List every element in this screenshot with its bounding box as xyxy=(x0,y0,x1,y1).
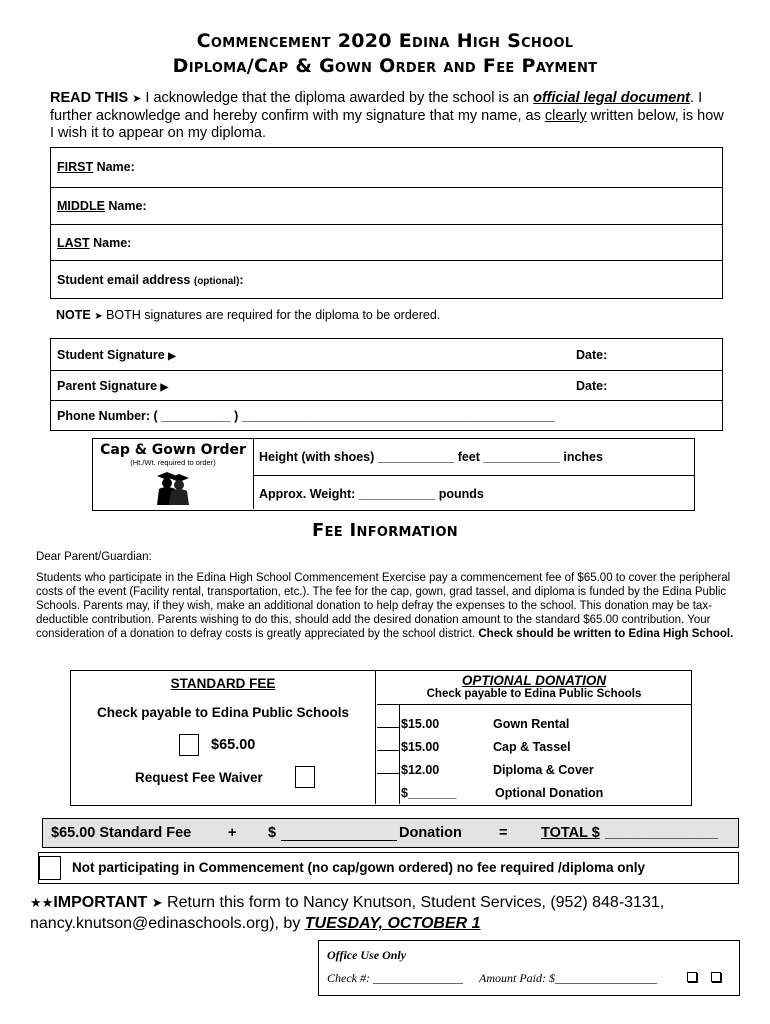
donation-amount-blank[interactable]: $_______ xyxy=(401,786,457,800)
star-icon: ★★ xyxy=(30,895,54,910)
student-signature-field[interactable] xyxy=(51,339,722,371)
parent-date-label: Date: xyxy=(576,379,608,393)
donation-divider xyxy=(377,727,399,728)
cap-gown-label-cell xyxy=(93,439,254,509)
email-field[interactable] xyxy=(51,261,722,299)
donation-label: Diploma & Cover xyxy=(493,763,594,777)
official-legal-document: official legal document xyxy=(533,90,691,106)
total-bar xyxy=(42,818,739,848)
donation-label: Donation xyxy=(399,825,462,841)
email-colon: : xyxy=(239,273,244,287)
donation-dollar: $ xyxy=(268,825,277,841)
donation-label: Optional Donation xyxy=(495,786,604,800)
donation-divider xyxy=(377,750,399,751)
arrow-right-icon: ➤ xyxy=(94,311,103,322)
donation-blank[interactable] xyxy=(281,840,397,841)
donation-label: Cap & Tassel xyxy=(493,740,571,754)
arrow-right-icon: ➤ xyxy=(151,895,163,910)
form-title-line2: Diploma/Cap & Gown Order and Fee Payment xyxy=(172,55,598,77)
intro-text: written below, is how I wish it to appear on my diploma. xyxy=(50,108,724,141)
fee-table xyxy=(70,670,692,806)
graduates-icon xyxy=(153,471,193,510)
plus-sign: + xyxy=(228,825,237,841)
middle-label-rest: Name: xyxy=(104,199,147,213)
amount-paid-field[interactable]: Amount Paid: $_________________ xyxy=(479,971,657,985)
donation-divider xyxy=(377,773,399,774)
donation-payable: Check payable to Edina Public Schools xyxy=(426,688,642,700)
note-label: NOTE xyxy=(56,308,91,322)
fee-waiver-checkbox[interactable] xyxy=(295,766,315,788)
first-name-field[interactable] xyxy=(51,148,722,188)
important-label: IMPORTANT xyxy=(53,894,148,911)
height-field[interactable] xyxy=(253,439,694,476)
equals-sign: = xyxy=(499,825,508,841)
not-participating-label: Not participating in Commencement (no cap/gown ordered) no fee required /diploma only xyxy=(72,860,646,875)
donation-label: Gown Rental xyxy=(493,717,570,731)
office-use-heading: Office Use Only xyxy=(327,948,407,962)
weight-field[interactable] xyxy=(253,475,694,510)
cap-gown-sub: (Ht./Wt. required to order) xyxy=(130,458,216,467)
fee-paragraph xyxy=(36,571,736,641)
donation-checkbox-optional[interactable] xyxy=(377,776,399,796)
important-note xyxy=(30,892,750,934)
not-participating-checkbox[interactable] xyxy=(39,856,61,880)
standard-fee-heading: STANDARD FEE xyxy=(170,676,276,691)
first-label: FIRST xyxy=(57,160,94,174)
optional-donation-heading: OPTIONAL DONATION xyxy=(461,673,607,688)
total-blank[interactable]: ______________ xyxy=(605,825,718,841)
donation-checkbox-diploma[interactable] xyxy=(377,753,399,773)
parent-signature-field[interactable] xyxy=(51,371,722,401)
intro-paragraph xyxy=(50,90,725,142)
standard-fee-checkbox[interactable] xyxy=(179,734,199,756)
middle-name-field[interactable] xyxy=(51,188,722,225)
donation-amount: $12.00 xyxy=(401,763,440,777)
donation-amount: $15.00 xyxy=(401,717,440,731)
last-name-field[interactable] xyxy=(51,225,722,261)
total-standard-fee: $65.00 Standard Fee xyxy=(51,825,192,841)
weight-label: Approx. Weight: ___________ pounds xyxy=(259,487,484,501)
email-label: Student email address xyxy=(57,273,194,287)
height-label: Height (with shoes) ___________ feet ___________ inches xyxy=(259,450,603,464)
note-text: BOTH signatures are required for the diploma to be ordered. xyxy=(102,308,441,322)
standard-fee-amount: $65.00 xyxy=(211,737,256,753)
total-label: TOTAL $ xyxy=(541,825,600,841)
cap-gown-title: Cap & Gown Order xyxy=(100,442,246,458)
cap-gown-box xyxy=(92,438,695,511)
parent-signature-label: Parent Signature xyxy=(57,379,158,393)
donation-header xyxy=(377,671,691,705)
deadline: TUESDAY, OCTOBER 1 xyxy=(304,915,481,932)
office-checkbox-1[interactable] xyxy=(687,972,697,982)
not-participating-row xyxy=(38,852,739,884)
last-label: LAST xyxy=(57,236,90,250)
fee-info-heading: Fee Information xyxy=(312,520,458,541)
read-this-label: READ THIS xyxy=(50,90,129,106)
triangle-right-icon: ▶ xyxy=(160,382,169,393)
form-title-line1: Commencement 2020 Edina High School xyxy=(196,30,574,52)
first-label-rest: Name: xyxy=(93,160,135,174)
fee-paragraph-text: Students who participate in the Edina High School Commencement Exercise pay a commencement fee of $65.00 to cover the peripheral costs of the event (Facility rental, transportation, etc.). The fee for the cap, gown, grad tassel, and diploma is funded by the Edina Public Schools. Parents may, if they wish, make an additional donation to help defray the expenses to the school. This donation may be tax-deductible contribution. Parents wishing to do this, should add the desired donation amount to the standard $65.00 contribution. Your consideration of a donation to defray costs is greatly appreciated by the school district. xyxy=(36,572,731,640)
signature-box xyxy=(50,338,723,431)
donation-checkbox-cap[interactable] xyxy=(377,730,399,750)
email-optional: (optional) xyxy=(193,276,240,287)
middle-label: MIDDLE xyxy=(57,199,105,213)
donation-checkbox-gown[interactable] xyxy=(377,707,399,727)
office-use-box xyxy=(318,940,740,996)
arrow-right-icon: ➤ xyxy=(132,93,142,105)
last-label-rest: Name: xyxy=(89,236,132,250)
donation-amount: $15.00 xyxy=(401,740,440,754)
name-fields-box xyxy=(50,147,723,299)
check-note: Check should be written to Edina High School. xyxy=(478,628,734,640)
dear-line: Dear Parent/Guardian: xyxy=(36,551,152,563)
standard-payable: Check payable to Edina Public Schools xyxy=(96,705,350,720)
intro-text: I acknowledge that the diploma awarded by the school is an xyxy=(141,90,534,106)
phone-field[interactable] xyxy=(51,401,722,431)
fee-waiver-label: Request Fee Waiver xyxy=(135,770,263,785)
check-number-field[interactable]: Check #: _______________ xyxy=(327,971,463,985)
clearly-text: clearly xyxy=(544,108,587,124)
intro-text: . I further acknowledge and hereby confirm with my signature that my name, as xyxy=(50,90,703,124)
triangle-right-icon: ▶ xyxy=(168,351,176,362)
phone-label: Phone Number: ( __________ ) _____________________________________________ xyxy=(57,409,555,423)
office-checkbox-2[interactable] xyxy=(711,972,721,982)
student-date-label: Date: xyxy=(576,348,608,362)
standard-fee-cell xyxy=(71,671,376,804)
important-text: Return this form to Nancy Knutson, Student Services, (952) 848-3131, nancy.knutson@edinaschools.org), by xyxy=(30,894,665,932)
student-signature-label: Student Signature xyxy=(57,348,165,362)
signature-note xyxy=(56,308,440,322)
